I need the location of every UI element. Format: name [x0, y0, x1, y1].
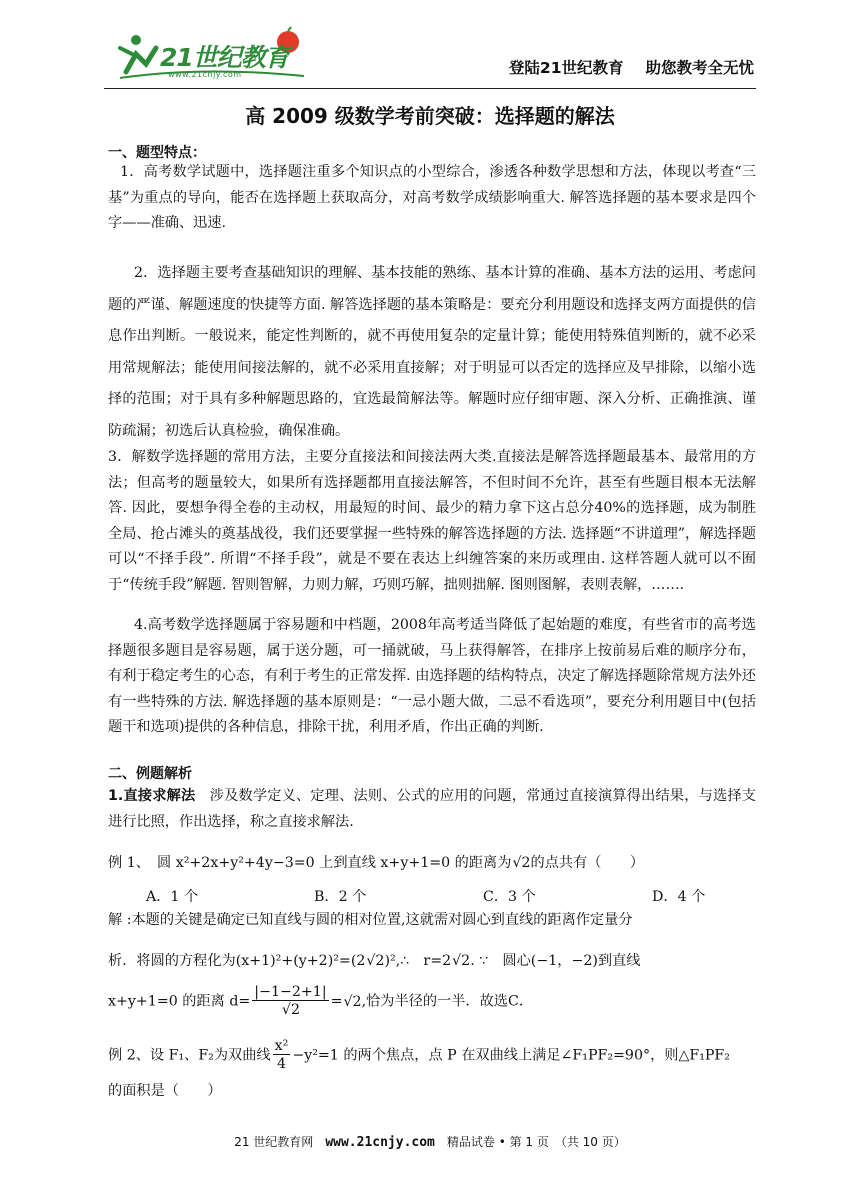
slogan-left: 登陆21世纪教育	[508, 59, 624, 77]
sqrt-2: √2	[343, 993, 362, 1010]
sqrt-2: √2	[452, 953, 471, 969]
method-description: 涉及数学定义、定理、法则、公式的应用的问题，常通过直接演算得出结果，与选择支进行比照，作出选择，称之直接求解法.	[108, 788, 756, 830]
example-2-text-a: 例 2、设 F₁、F₂为双曲线	[108, 1047, 271, 1064]
paragraph-5	[108, 784, 756, 835]
paragraph-4: 4.高考数学选择题属于容易题和中档题，2008年高考适当降低了起始题的难度，有些省市的高考选择题很多题目是容易题，属于送分题，可一捅就破，马上获得解答，在排序上按前易后难的顺序分布，有利于稳定考生的心态，有利于考生的正常发挥. 由选择题的结构特点，决定了解选择题除常规方法外还有一些特殊的方法. 解选择题的基本原则是：“一忌小题大做，二忌不看选项”，要充分利用题目中(包括题干和选项)提供的各种信息，排除干扰，利用矛盾，作出正确的判断.	[108, 617, 756, 735]
solution-line-3	[108, 984, 533, 1019]
fraction-denominator	[252, 1001, 328, 1019]
example-2-question	[108, 1038, 730, 1073]
footer-site: 21 世纪教育网	[234, 1135, 314, 1149]
sqrt-2: √2	[512, 855, 531, 871]
option-c: C．3 个	[483, 889, 536, 905]
option-a: A．1 个	[146, 889, 199, 905]
page-header	[104, 26, 756, 89]
logo	[112, 26, 312, 84]
solution-2b: )²,∴ r=2	[384, 953, 452, 969]
paragraph-1: 1．高考数学试题中，选择题注重多个知识点的小型综合，渗透各种数学思想和方法，体现以考查“三基”为重点的导向，能否在选择题上获取高分，对高考数学成绩影响重大. 解答选择题的基本要求是四个字——准确、迅速.	[108, 164, 756, 231]
paragraph-2: 2．选择题主要考查基础知识的理解、基本技能的熟练、基本计算的准确、基本方法的运用、考虑问题的严谨、解题速度的快捷等方面. 解答选择题的基本策略是：要充分利用题设和选择支两方面提供的信息作出判断。一般说来，能定性判断的，就不再使用复杂的定量计算；能使用特殊值判断的，就不必采用常规解法；能使用间接法解的，就不必采用直接解；对于明显可以否定的选择应及早排除，以缩小选择的范围；对于具有多种解题思路的，宜选最简解法等。解题时应仔细审题、深入分析、正确推演、谨防疏漏；初选后认真检验，确保准确。	[108, 265, 756, 439]
method-title: 1.直接求解法	[108, 788, 196, 804]
solution-3a: x+y+1=0 的距离 d=	[108, 993, 251, 1010]
sqrt-2: √2	[366, 953, 385, 969]
logo-url: www.21cnjy.com	[168, 70, 242, 79]
paragraph-3: 3．解数学选择题的常用方法，主要分直接法和间接法两大类.直接法是解答选择题最基本、最常用的方法；但高考的题量较大，如果所有选择题都用直接法解答，不但时间不允许，甚至有些题目根本无法解答. 因此，要想争得全卷的主动权，用最短的时间、最少的精力拿下这占总分40%的选择题，成为制胜全局、抢占滩头的奠基战役，我们还要掌握一些特殊的解答选择题的方法. 选择题“不讲道理”，解选择题可以“不择手段”. 所谓“不择手段”，就是不要在表达上纠缠答案的来历或理由. 这样答题人就可以不囿于“传统手段”解题. 智则智解，力则力解，巧则巧解，拙则拙解. 图则图解，表则表解，…….	[108, 449, 756, 593]
page-title: 高 2009 级数学考前突破：选择题的解法	[245, 104, 615, 128]
example-2-text-b: −y²=1 的两个焦点，点 P 在双曲线上满足∠F₁PF₂=90°，则△F₁PF₂	[292, 1047, 730, 1064]
solution-3b: =	[330, 993, 343, 1010]
solution-2a: 析．将圆的方程化为(x+1)²+(y+2)²=(2	[108, 953, 366, 969]
example-1-question	[108, 852, 644, 872]
example-1-text-a: 圆 x²+2x+y²+4y−3=0 上到直线 x+y+1=0 的距离为	[157, 855, 512, 871]
hyperbola-fraction	[273, 1038, 291, 1073]
footer-url[interactable]: www.21cnjy.com	[325, 1135, 435, 1150]
footer-page-info: 精品试卷 • 第 1 页 （共 10 页）	[446, 1135, 626, 1149]
example-1-text-b: 的点共有（ ）	[530, 855, 645, 871]
solution-2c: . ∵ 圆心(−1，−2)到直线	[470, 953, 641, 969]
sqrt-2: √2	[281, 1002, 300, 1018]
option-b: B．2 个	[314, 889, 367, 905]
header-slogan	[509, 56, 754, 78]
slogan-right: 助您教考全无忧	[645, 59, 754, 77]
fraction-denominator: 4	[276, 1056, 286, 1072]
solution-line-2	[108, 950, 640, 970]
fraction-numerator: |−1−2+1|	[254, 984, 327, 1000]
solution-3c: ,恰为半径的一半．故选C．	[361, 993, 534, 1010]
option-d: D．4 个	[652, 889, 706, 905]
example-2-question-end: 的面积是（ ）	[108, 1083, 222, 1099]
distance-fraction	[252, 984, 328, 1019]
logo-text: 21世纪教育	[160, 43, 289, 72]
example-1-label: 例 1、	[108, 855, 143, 871]
section-heading-2: 二、例题解析	[108, 766, 192, 782]
page-footer	[0, 1133, 860, 1150]
fraction-numerator: x²	[274, 1038, 289, 1054]
solution-line-1: 解 :本题的关键是确定已知直线与圆的相对位置,这就需对圆心到直线的距离作定量分	[108, 912, 633, 928]
section-heading-1: 一、题型特点：	[108, 145, 206, 161]
